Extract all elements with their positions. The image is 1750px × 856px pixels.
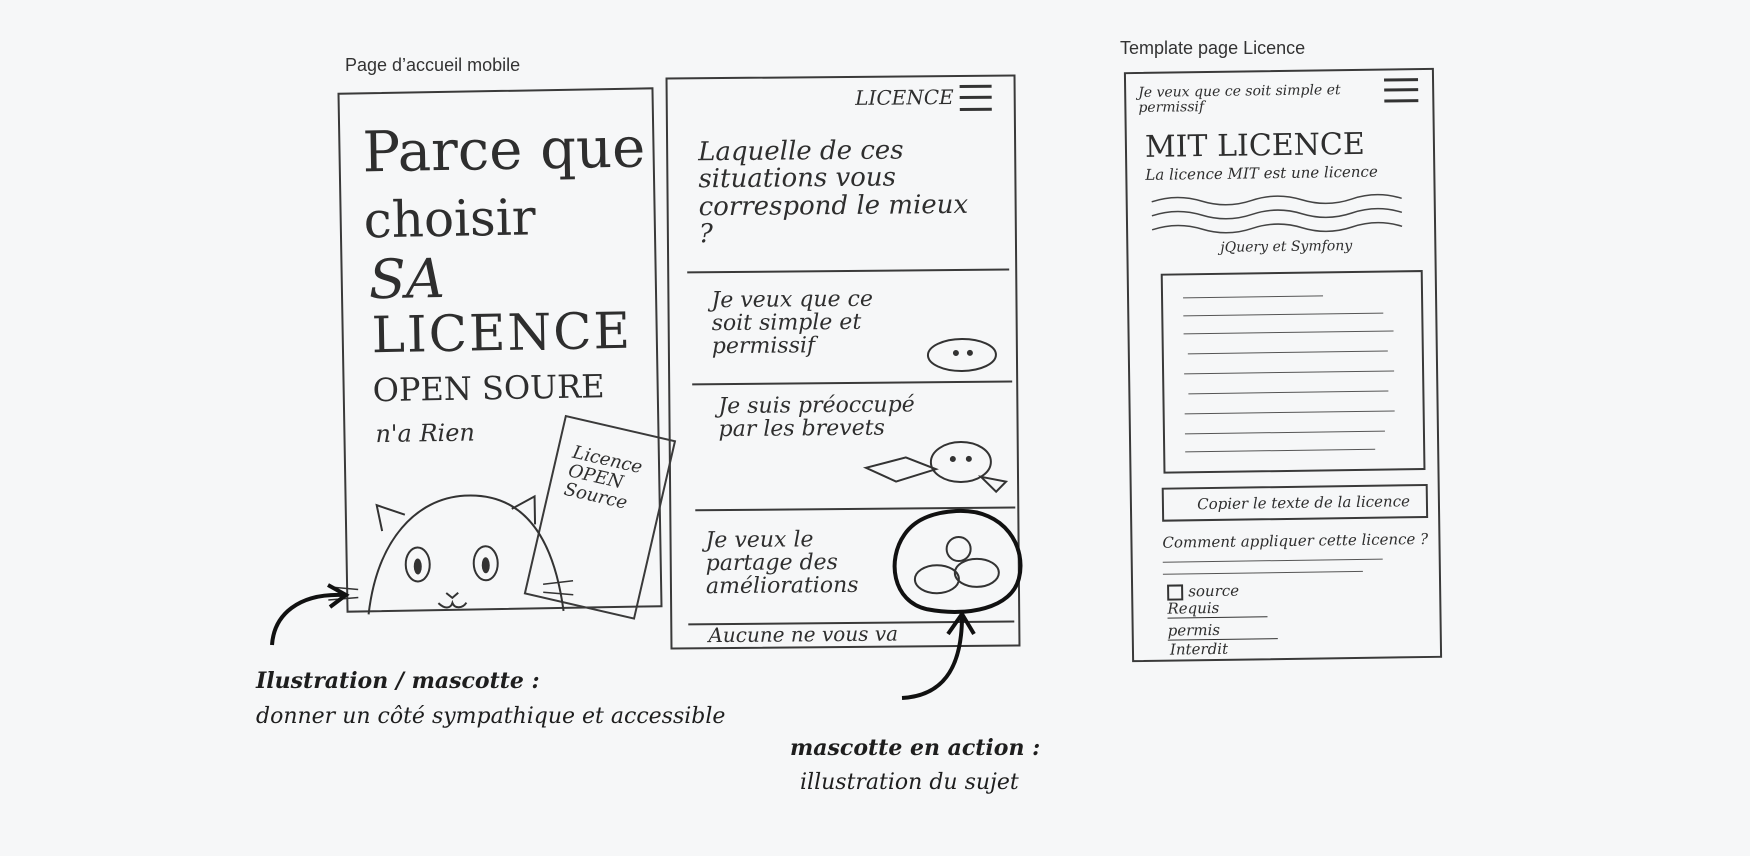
licence-text-box (1161, 270, 1426, 474)
arrow-left-icon (268, 585, 358, 655)
annotation-1-title: Ilustration / mascotte : (256, 668, 540, 694)
annotation-2-text: illustration du sujet (800, 770, 1019, 795)
item-requis: Requis (1167, 600, 1267, 618)
checkbox-icon (1167, 584, 1183, 600)
option-simple-permissif[interactable]: Je veux que ce soit simple et permissif (711, 286, 874, 360)
source-item[interactable]: source (1167, 581, 1239, 601)
home-frame (337, 87, 662, 612)
mascot-papers-icon (861, 437, 1012, 498)
home-line-6: n'a Rien (375, 418, 476, 449)
how-to-apply: Comment appliquer cette licence ? (1162, 529, 1429, 552)
template-frame (1124, 68, 1442, 662)
hamburger-menu-icon[interactable] (960, 85, 992, 111)
mascot-small-icon (922, 327, 1002, 378)
label-home: Page d’accueil mobile (345, 55, 521, 75)
home-line-2: choisir (363, 188, 537, 250)
mascot-circled-icon (886, 508, 1027, 619)
book-text: Licence OPEN Source (562, 441, 645, 514)
home-line-5: OPEN SOURE (372, 367, 605, 410)
choice-frame (666, 74, 1021, 649)
label-template: Template page Licence (1120, 38, 1306, 58)
footer-none-fits[interactable]: Aucune ne vous va (708, 621, 899, 648)
home-line-1: Parce que (361, 115, 646, 186)
template-title: MIT LICENCE (1144, 126, 1366, 165)
home-line-4: LICENCE (371, 301, 633, 365)
template-jquery: jQuery et Symfony (1220, 238, 1353, 256)
cat-mascot-icon (345, 414, 668, 620)
licence-header: LICENCE (855, 85, 954, 110)
home-line-3: SA (368, 246, 446, 312)
copy-licence-button[interactable] (1162, 484, 1428, 522)
template-top-text: Je veux que ce soit simple et permissif (1138, 82, 1341, 116)
annotation-1-text: donner un côté sympathique et accessible (256, 704, 726, 729)
copy-licence-label: Copier le texte de la licence (1197, 492, 1411, 514)
arrow-middle-icon (900, 612, 990, 702)
option-brevets[interactable]: Je suis préoccupé par les brevets (718, 392, 915, 443)
template-menu-icon[interactable] (1384, 78, 1418, 102)
annotation-2-title: mascotte en action : (790, 735, 1041, 761)
item-permis: permis (1168, 622, 1278, 640)
item-interdit: Interdit (1169, 639, 1229, 659)
wavy-text-lines (1152, 188, 1403, 241)
question-text: Laquelle de ces situations vous correspond le mieux ? (698, 135, 969, 250)
option-partage[interactable]: Je veux le partage des améliorations (705, 527, 859, 600)
template-subtitle: La licence MIT est une licence (1145, 162, 1378, 184)
